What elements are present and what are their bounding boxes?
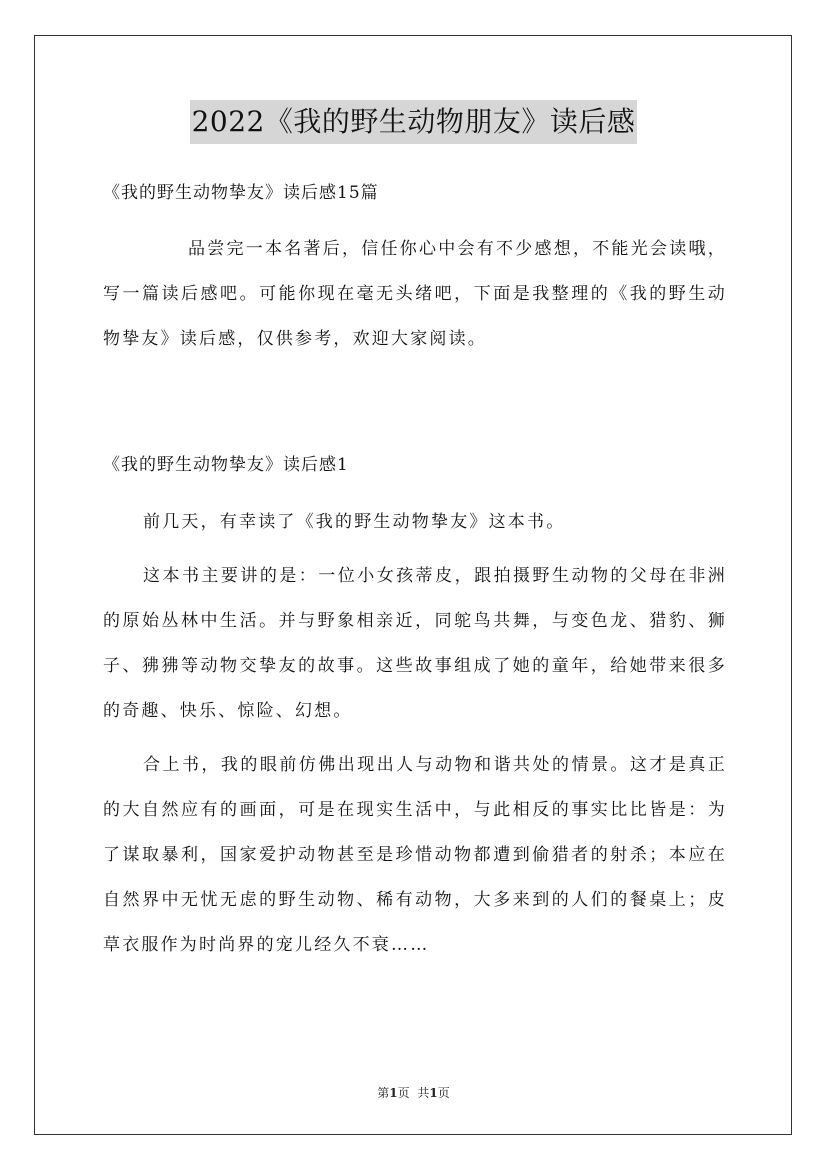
body-text	[103, 500, 727, 977]
footer-total-prefix: 共	[417, 1086, 430, 1100]
section-heading: 《我的野生动物挚友》读后感1	[103, 455, 349, 475]
title-container	[0, 100, 827, 144]
footer-page-number: 1	[389, 1086, 398, 1100]
footer-total-suffix: 页	[437, 1086, 450, 1100]
paragraph: 合上书，我的眼前仿佛出现出人与动物和谐共处的情景。这才是真正的大自然应有的画面，可是在现实生活中，与此相反的事实比比皆是：为了谋取暴利，国家爱护动物甚至是珍惜动物都遭到偷猎者的射杀；本应在自然界中无忧无虑的野生动物、稀有动物，大多来到的人们的餐桌上；皮草衣服作为时尚界的宠儿经久不衰……	[103, 755, 727, 955]
footer-prefix: 第	[377, 1086, 390, 1100]
paragraph: 前几天，有幸读了《我的野生动物挚友》这本书。	[143, 512, 566, 532]
footer-total-pages: 1	[429, 1086, 438, 1100]
page-footer	[0, 1084, 827, 1102]
footer-page-suffix: 页	[397, 1086, 410, 1100]
paragraph: 这本书主要讲的是：一位小女孩蒂皮，跟拍摄野生动物的父母在非洲的原始丛林中生活。并与野象相亲近，同鸵鸟共舞，与变色龙、猎豹、狮子、狒狒等动物交挚友的故事。这些故事组成了她的童年，给她带来很多的奇趣、快乐、惊险、幻想。	[103, 566, 727, 721]
document-subtitle: 《我的野生动物挚友》读后感15篇	[103, 183, 379, 203]
document-title: 2022《我的野生动物朋友》读后感	[190, 100, 638, 144]
intro-paragraph: 品尝完一本名著后，信任你心中会有不少感想，不能光会读哦，写一篇读后感吧。可能你现在毫无头绪吧，下面是我整理的《我的野生动物挚友》读后感，仅供参考，欢迎大家阅读。	[103, 239, 727, 349]
